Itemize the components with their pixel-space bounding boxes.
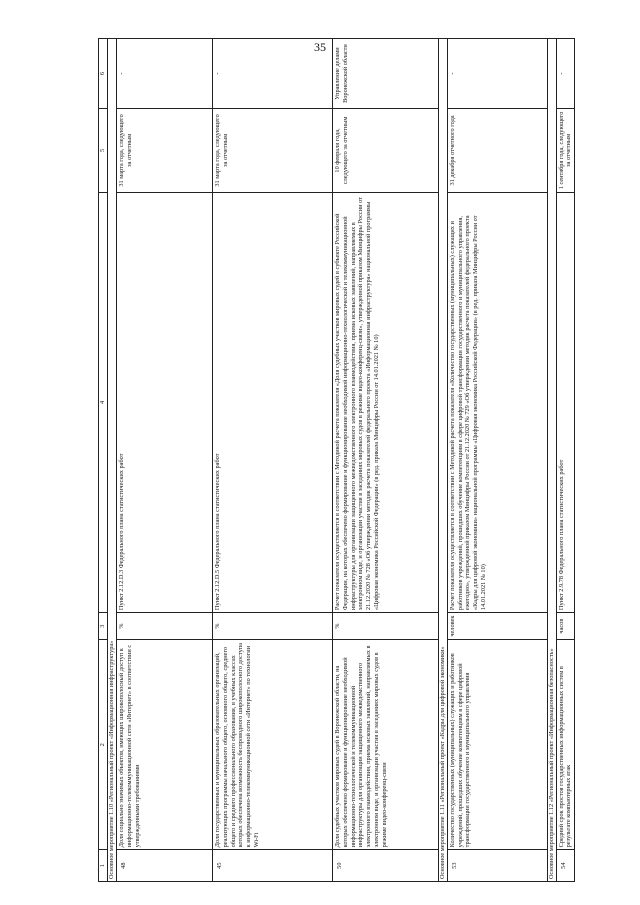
- indicator-name: Доля государственных и муниципальных образовательных организаций, реализующих программы начального общего, основного общего, среднего общего и среднего профессионального образования, в учебных классах которых обеспечена возможность беспроводного широкополосного доступа к информационно-телекоммуникационной сети «Интернет» по технологии Wi-Fi: [212, 640, 332, 850]
- row-number: 48: [116, 850, 212, 882]
- header-row: [99, 39, 108, 882]
- responsible: -: [116, 39, 212, 109]
- calculation-method: Расчет показателя осуществляется в соответствии с Методикой расчета показателя «Доля судебных участков мировых судей в субъекте Российской Федерации, на которых обеспечено формирование и функционирование необходимой информационно-технологической и телекоммуникационной инфраструктуры для организации защищенного межведомственного электронного взаимодействия, приема исковых заявлений, направляемых в электронном виде, и организации участия в заседаниях мировых судов в режиме видео-конференц-связи», утвержденной приказом Минцифры России от 21.12.2020 № 728 «Об утверждении методик расчета показателей федерального проекта «Информационная инфраструктура» национальной программы «Цифровая экономика Российской Федерации» (в ред. приказа Минцифры России от 14.01.2021 № 10): [332, 192, 438, 612]
- header-cell: 5: [99, 109, 108, 193]
- responsible: -: [212, 39, 332, 109]
- calculation-method: Пункт 2.12.D.3 Федерального плана статистических работ: [116, 192, 212, 612]
- indicators-table: [98, 38, 575, 882]
- indicator-name: Доля социально значимых объектов, имеющих широкополосный доступ к информационно-телекоммуникационной сети «Интернет» в соответствии с утвержденными требованиями: [116, 640, 212, 850]
- unit: %: [332, 613, 438, 640]
- unit: человек: [447, 613, 547, 640]
- indicator-name: Доля судебных участков мировых судей в Воронежской области, на которых обеспечено формирование и функционирование необходимой информационно-технологической и телекоммуникационной инфраструктуры для организации защищенного межведомственного электронного взаимодействия, приема исковых заявлений, направляемых в электронном виде, и организации участия в заседаниях мировых судов в режиме видео-конференц-связи: [332, 640, 438, 850]
- section-row: [108, 39, 117, 882]
- deadline: 31 марта года, следующего за отчетным: [212, 109, 332, 193]
- table-row: [447, 39, 547, 882]
- calculation-method: Пункт 2.12.D.5 Федерального плана статистических работ: [212, 192, 332, 612]
- responsible: Управление делами Воронежской области: [332, 39, 438, 109]
- section-row: [438, 39, 447, 882]
- row-number: 54: [556, 850, 575, 882]
- header-cell: 2: [99, 640, 108, 850]
- deadline: 31 декабря отчетного года: [447, 109, 547, 193]
- section-title: Основное мероприятие 1.12 «Региональный проект «Информационная безопасность»: [547, 39, 556, 882]
- responsible: -: [447, 39, 547, 109]
- header-cell: 3: [99, 613, 108, 640]
- row-number: 50: [332, 850, 438, 882]
- deadline: 1 сентября года, следующего за отчетным: [556, 109, 575, 193]
- unit: часов: [556, 613, 575, 640]
- row-number: 45: [212, 850, 332, 882]
- table-row: [556, 39, 575, 882]
- header-cell: 6: [99, 39, 108, 109]
- header-cell: 4: [99, 192, 108, 612]
- unit: %: [212, 613, 332, 640]
- page-number: 35: [314, 40, 326, 54]
- indicator-name: Средний срок простоя государственных информационных систем в результате компьютерных атак: [556, 640, 575, 850]
- calculation-method: Пункт 2.9.78 Федерального плана статистических работ: [556, 192, 575, 612]
- table-row: [116, 39, 212, 882]
- section-row: [547, 39, 556, 882]
- deadline: 10 февраля года, следующего за отчетным: [332, 109, 438, 193]
- table-row: [332, 39, 438, 882]
- header-cell: 1: [99, 850, 108, 882]
- indicator-name: Количество государственных (муниципальных) служащих и работников учреждений, прошедших обучение компетенциям в сфере цифровой трансформации государственного и муниципального управления: [447, 640, 547, 850]
- row-number: 53: [447, 850, 547, 882]
- unit: %: [116, 613, 212, 640]
- calculation-method: Расчет показателя осуществляется в соответствии с Методикой расчета показателя «Количество государственных (муниципальных) служащих и работников учреждений, прошедших обучение компетенциям в сфере цифровой трансформации государственного и муниципального управления, ежегодно», утвержденной приказом Минцифры России от 21.12.2020 № 729 «Об утверждении методик расчета показателей федерального проекта «Кадры для цифровой экономики» национальной программы «Цифровая экономика Российской Федерации» (в ред. приказа Минцифры России от 14.01.2021 № 10): [447, 192, 547, 612]
- responsible: -: [556, 39, 575, 109]
- section-title: Основное мероприятие 1.11 «Региональный проект «Кадры для цифровой экономики»: [438, 39, 447, 882]
- deadline: 31 марта года, следующего за отчетным: [116, 109, 212, 193]
- section-title: Основное мероприятие 1.10 «Региональный проект «Информационная инфраструктура»: [108, 39, 117, 882]
- table-row: [212, 39, 332, 882]
- rotated-table-container: [98, 38, 573, 882]
